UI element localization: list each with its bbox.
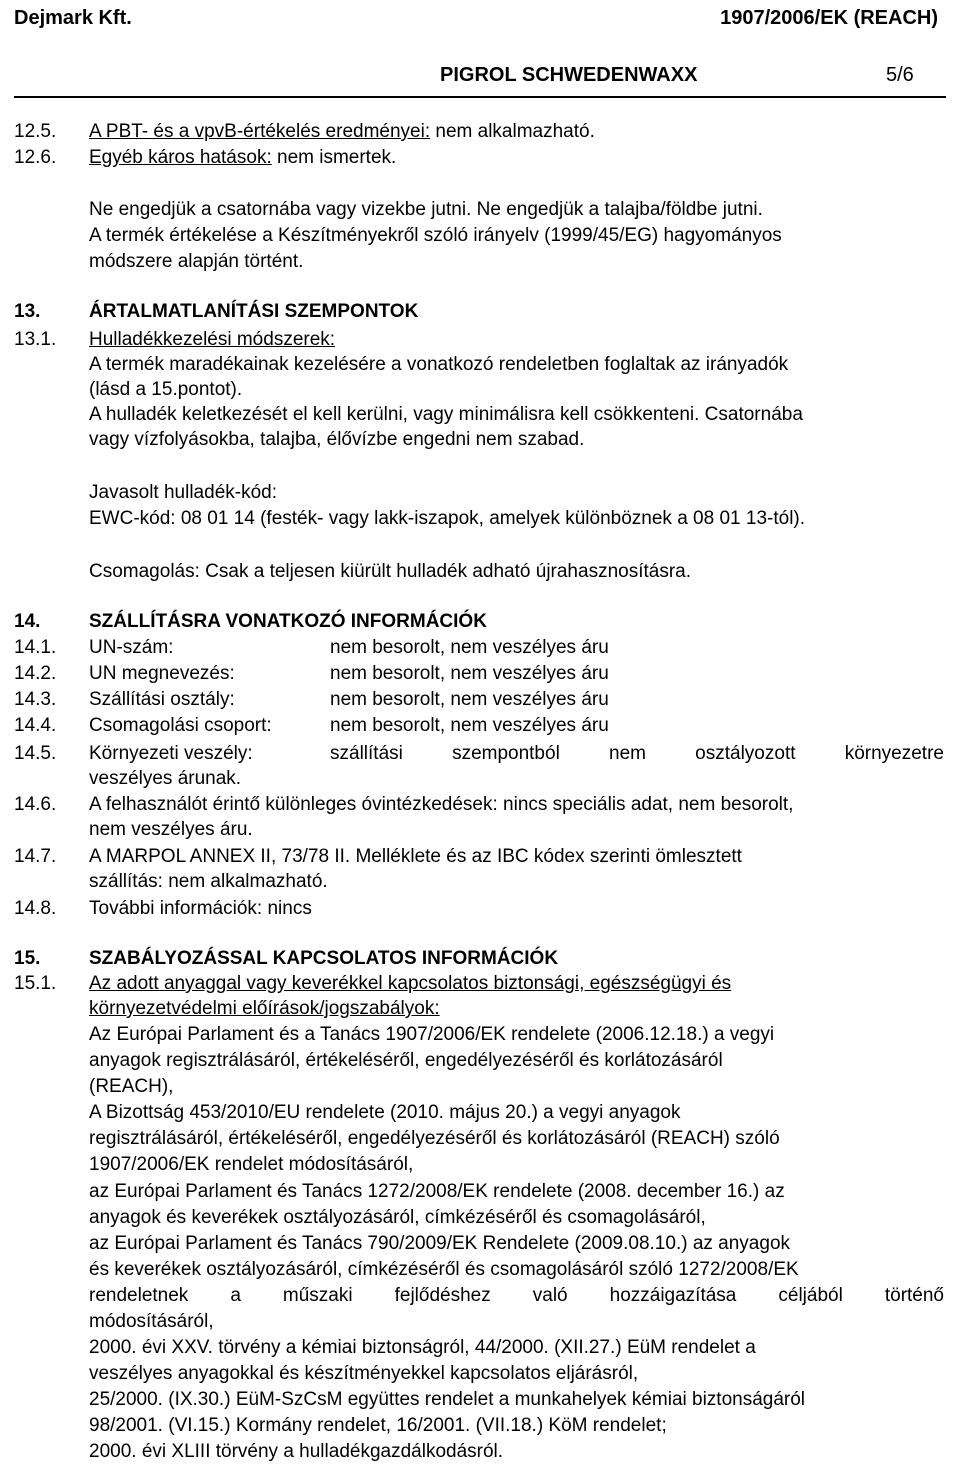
company-name: Dejmark Kft.: [14, 7, 132, 29]
s15-1-num: 15.1.: [14, 973, 57, 994]
s14-5-num: 14.5.: [14, 743, 57, 764]
s15-line-justified: [89, 1284, 944, 1308]
s15-line: az Európai Parlament és Tanács 1272/2008/EK rendelete (2008. december 16.) az: [89, 1181, 785, 1202]
s14-row-num: 14.2.: [14, 663, 57, 684]
s14-7-line-2: szállítás: nem alkalmazható.: [89, 871, 328, 892]
s14-row-value: nem besorolt, nem veszélyes áru: [330, 663, 609, 684]
s15-line: és keverékek osztályozásáról, címkézéséről és csomagolásáról szóló 1272/2008/EK: [89, 1259, 799, 1280]
s14-row-value: nem besorolt, nem veszélyes áru: [330, 689, 609, 710]
s15-1-heading-1: Az adott anyaggal vagy keverékkel kapcsolatos biztonsági, egészségügyi és: [89, 973, 732, 994]
s13-line-3: A hulladék keletkezését el kell kerülni, vagy minimálisra kell csökkenteni. Csatornába: [89, 404, 803, 425]
s13-1-num: 13.1.: [14, 329, 57, 350]
header-divider: [14, 96, 946, 98]
s15-line: (REACH),: [89, 1076, 174, 1097]
s12-para-2: A termék értékelése a Készítményekről szóló irányelv (1999/45/EG) hagyományos: [89, 225, 782, 246]
s14-6-line-1: A felhasználót érintő különleges óvintézkedések: nincs speciális adat, nem besorolt,: [89, 794, 794, 815]
s14-row-num: 14.4.: [14, 715, 57, 736]
s14-5-word: nem: [609, 743, 646, 764]
s14-7-line-1: A MARPOL ANNEX II, 73/78 II. Melléklete és az IBC kódex szerinti ömlesztett: [89, 846, 742, 867]
s15-word: való: [532, 1285, 568, 1306]
s15-line: anyagok és keverékek osztályozásáról, címkézéséről és csomagolásáról,: [89, 1207, 706, 1228]
s14-5-label: Környezeti veszély:: [89, 743, 253, 764]
s12-para-1: Ne engedjük a csatornába vagy vizekbe jutni. Ne engedjük a talajba/földbe jutni.: [89, 199, 763, 220]
s14-row-value: nem besorolt, nem veszélyes áru: [330, 637, 609, 658]
s15-line: 98/2001. (VI.15.) Kormány rendelet, 16/2001. (VII.18.) KöM rendelet;: [89, 1415, 667, 1436]
s13-line-1: A termék maradékainak kezelésére a vonatkozó rendeletben foglaltak az irányadók: [89, 354, 789, 375]
s12-5-value: nem alkalmazható.: [430, 121, 595, 142]
s14-5-word: környezetre: [844, 743, 944, 764]
s12-5-num: 12.5.: [14, 121, 57, 142]
s15-word: fejlődéshez: [394, 1285, 491, 1306]
s14-5-word: szállítási: [330, 743, 403, 764]
s14-5-cont: veszélyes árunak.: [89, 768, 242, 789]
s15-word: hozzáigazítása: [609, 1285, 737, 1306]
s15-word: műszaki: [282, 1285, 353, 1306]
s15-line: módosításáról,: [89, 1311, 214, 1332]
s14-6-num: 14.6.: [14, 794, 57, 815]
s15-line: regisztrálásáról, értékeléséről, engedélyezéséről és korlátozásáról (REACH) szóló: [89, 1128, 780, 1149]
s14-7-num: 14.7.: [14, 846, 57, 867]
s15-line: anyagok regisztrálásáról, értékeléséről, engedélyezéséről és korlátozásáról: [89, 1050, 723, 1071]
s14-row-label: UN-szám:: [89, 637, 174, 658]
s15-line: 2000. évi XLIII törvény a hulladékgazdálkodásról.: [89, 1441, 504, 1462]
s14-num: 14.: [14, 611, 41, 632]
s15-title: SZABÁLYOZÁSSAL KAPCSOLATOS INFORMÁCIÓK: [89, 948, 559, 969]
s14-title: SZÁLLÍTÁSRA VONATKOZÓ INFORMÁCIÓK: [89, 611, 487, 632]
s14-8-num: 14.8.: [14, 898, 57, 919]
s13-title: ÁRTALMATLANÍTÁSI SZEMPONTOK: [89, 301, 419, 322]
s14-row-label: Csomagolási csoport:: [89, 715, 272, 736]
s13-line-5: Javasolt hulladék-kód:: [89, 482, 277, 503]
s15-line: veszélyes anyagokkal és készítményekkel kapcsolatos eljárásról,: [89, 1363, 639, 1384]
s14-5-value: [330, 742, 944, 766]
s12-6-text: [89, 146, 396, 170]
s13-line-7: Csomagolás: Csak a teljesen kiürült hulladék adható újrahasznosításra.: [89, 561, 691, 582]
page-number: 5/6: [886, 64, 914, 86]
regulation-ref: 1907/2006/EK (REACH): [720, 7, 938, 29]
s15-num: 15.: [14, 948, 41, 969]
s14-5-word: szempontból: [452, 743, 560, 764]
s15-word: céljából: [778, 1285, 843, 1306]
s12-6-label: Egyéb káros hatások:: [89, 147, 272, 168]
s13-line-4: vagy vízfolyásokba, talajba, élővízbe engedni nem szabad.: [89, 429, 585, 450]
s13-line-2: (lásd a 15.pontot).: [89, 379, 243, 400]
s13-line-6: EWC-kód: 08 01 14 (festék- vagy lakk-iszapok, amelyek különböznek a 08 01 13-tól).: [89, 508, 806, 529]
s15-1-heading-2: környezetvédelmi előírások/jogszabályok:: [89, 998, 440, 1019]
s15-word: rendeletnek: [89, 1285, 189, 1306]
s14-6-line-2: nem veszélyes áru.: [89, 819, 253, 840]
s12-5-label: A PBT- és a vpvB-értékelés eredményei:: [89, 121, 431, 142]
s13-num: 13.: [14, 301, 41, 322]
s15-line: 1907/2006/EK rendelet módosításáról,: [89, 1154, 414, 1175]
s15-line: 2000. évi XXV. törvény a kémiai biztonságról, 44/2000. (XII.27.) EüM rendelet a: [89, 1337, 756, 1358]
s14-row-num: 14.3.: [14, 689, 57, 710]
s12-6-value: nem ismertek.: [271, 147, 397, 168]
s14-row-value: nem besorolt, nem veszélyes áru: [330, 715, 609, 736]
s14-8-line-1: További információk: nincs: [89, 898, 312, 919]
product-name: PIGROL SCHWEDENWAXX: [440, 64, 698, 86]
s13-1-label: Hulladékkezelési módszerek:: [89, 329, 336, 350]
s12-para-3: módszere alapján történt.: [89, 251, 304, 272]
s15-word: a: [230, 1285, 241, 1306]
s12-6-num: 12.6.: [14, 147, 57, 168]
s15-line: 25/2000. (IX.30.) EüM-SzCsM együttes rendelet a munkahelyek kémiai biztonságáról: [89, 1389, 806, 1410]
s15-line: A Bizottság 453/2010/EU rendelete (2010. május 20.) a vegyi anyagok: [89, 1102, 681, 1123]
s12-5-text: [89, 120, 595, 144]
s14-row-num: 14.1.: [14, 637, 57, 658]
s14-row-label: UN megnevezés:: [89, 663, 235, 684]
s14-row-label: Szállítási osztály:: [89, 689, 235, 710]
s15-word: történő: [884, 1285, 944, 1306]
s15-line: Az Európai Parlament és a Tanács 1907/2006/EK rendelete (2006.12.18.) a vegyi: [89, 1024, 775, 1045]
s15-line: az Európai Parlament és Tanács 790/2009/EK Rendelete (2009.08.10.) az anyagok: [89, 1233, 791, 1254]
s14-5-word: osztályozott: [695, 743, 796, 764]
